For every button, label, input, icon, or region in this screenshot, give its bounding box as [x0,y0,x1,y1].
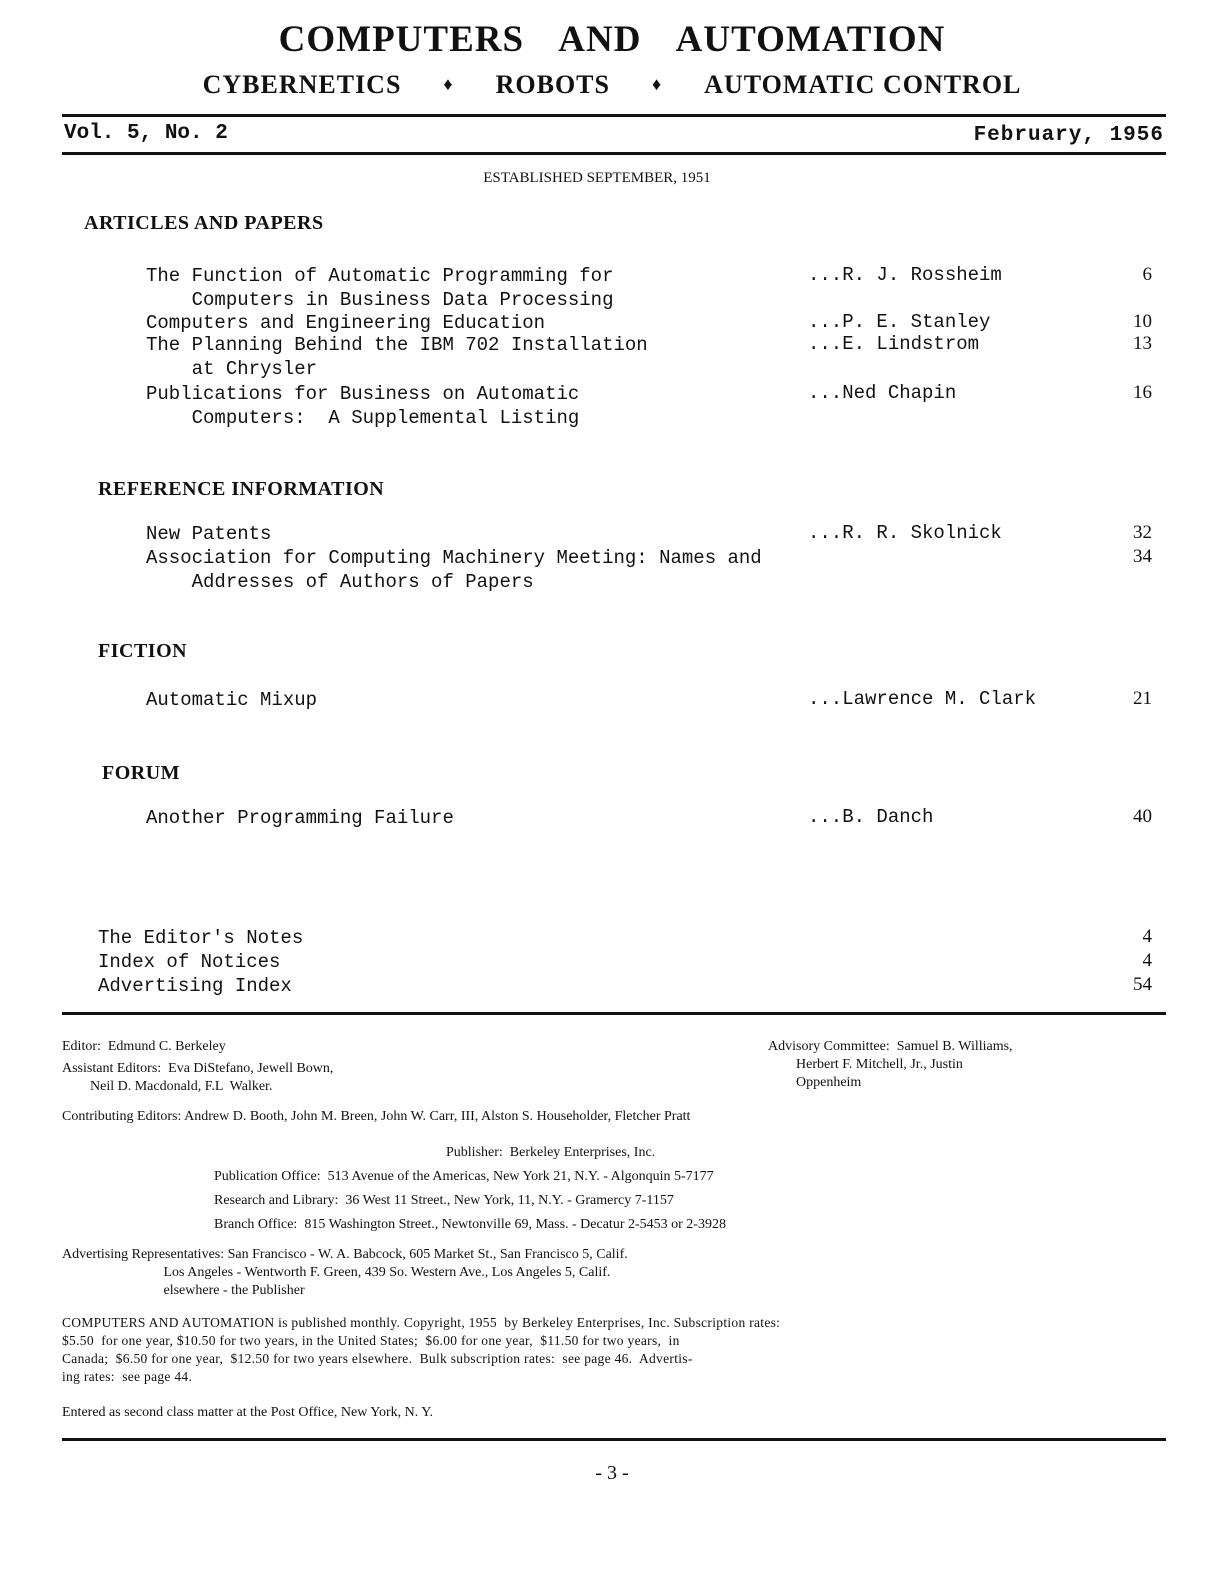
entered-notice: Entered as second class matter at the Post Office, New York, N. Y. [62,1405,434,1420]
toc-entry-title: The Function of Automatic Programming for Computers in Business Data Processing [146,265,614,311]
subtitle-item: CYBERNETICS [202,70,402,99]
toc-entry-title: Index of Notices [98,951,281,973]
subtitle-item: ROBOTS [495,70,610,99]
diamond-separator-icon: ♦ [443,74,454,94]
subtitle-item: AUTOMATIC CONTROL [704,70,1022,99]
section-title-articles: ARTICLES AND PAPERS [84,212,324,234]
section-title-reference: REFERENCE INFORMATION [98,478,385,500]
toc-entry-author: ...Ned Chapin [808,382,957,404]
toc-entry-author: ...P. E. Stanley [808,311,991,333]
toc-entry-page: 21 [1133,688,1152,709]
editor-credit: Editor: Edmund C. Berkeley [62,1039,226,1054]
established-line: ESTABLISHED SEPTEMBER, 1951 [483,170,711,186]
advisory-committee: Advisory Committee: Samuel B. Williams, Herbert F. Mitchell, Jr., Justin Oppenheim [768,1039,1013,1090]
toc-entry-page: 6 [1142,264,1152,285]
toc-entry-page: 32 [1133,522,1152,543]
toc-entry-page: 13 [1133,333,1152,354]
toc-entry-page: 10 [1133,311,1152,332]
masthead-rule [62,114,1166,117]
toc-entry-title: Association for Computing Machinery Meeting: Names and Addresses of Authors of Papers [146,547,762,593]
toc-entry-author: ...R. J. Rossheim [808,264,1002,286]
toc-entry-title: Computers and Engineering Education [146,312,546,334]
toc-entry-title: Another Programming Failure [146,807,454,829]
publisher-name: Publisher: Berkeley Enterprises, Inc. [446,1145,656,1160]
diamond-separator-icon: ♦ [651,74,663,94]
date-rule [62,152,1166,155]
branch-office: Branch Office: 815 Washington Street., Newtonville 69, Mass. - Decatur 2-5453 or 2-3928 [214,1217,726,1232]
toc-entry-page: 40 [1133,806,1152,827]
publication-office: Publication Office: 513 Avenue of the Americas, New York 21, N.Y. - Algonquin 5-7177 [214,1169,714,1184]
toc-entry-author: ...R. R. Skolnick [808,522,1002,544]
assistant-editors: Assistant Editors: Eva DiStefano, Jewell Bown, Neil D. Macdonald, F.L Walker. [62,1061,334,1094]
toc-entry-title: Publications for Business on Automatic Computers: A Supplemental Listing [146,383,580,429]
toc-entry-title: Advertising Index [98,975,292,997]
toc-entry-title: The Planning Behind the IBM 702 Installation at Chrysler [146,334,648,380]
research-library: Research and Library: 36 West 11 Street., New York, 11, N.Y. - Gramercy 7-1157 [214,1193,674,1208]
toc-entry-author: ...B. Danch [808,806,934,828]
toc-entry-page: 54 [1133,974,1152,995]
toc-entry-title: Automatic Mixup [146,689,318,711]
toc-entry-title: The Editor's Notes [98,927,304,949]
masthead-subtitle [0,70,1224,100]
toc-entry-page: 4 [1142,926,1152,947]
subscription-notice: COMPUTERS AND AUTOMATION is published monthly. Copyright, 1955 by Berkeley Enterprises, Inc. Subscription rates: $5.50 for one year, $10.50 for two years, in the United States; $6.00 for one year, $11.50 for two years, in Canada; $6.50 for one year, $12.50 for two years elsewhere. Bulk subscription rates: see page 46. Advertis- ing rates: see page 44. [62,1315,781,1384]
contributing-editors: Contributing Editors: Andrew D. Booth, John M. Breen, John W. Carr, III, Alston S. Householder, Fletcher Pratt [62,1109,691,1124]
toc-entry-author: ...E. Lindstrom [808,333,980,355]
page-number: - 3 - [595,1462,629,1484]
toc-entry-author: ...Lawrence M. Clark [808,688,1037,710]
footer-rule [62,1438,1166,1441]
advertising-representatives: Advertising Representatives: San Francisco - W. A. Babcock, 605 Market St., San Francisco 5, Calif. Los Angeles - Wentworth F. Green, 439 So. Western Ave., Los Angeles 5, Calif. elsewhere - the Publisher [62,1247,628,1298]
masthead-title: COMPUTERS AND AUTOMATION [278,19,946,60]
toc-bottom-rule [62,1012,1166,1015]
volume-number: Vol. 5, No. 2 [64,122,228,145]
issue-date: February, 1956 [973,124,1164,147]
toc-entry-page: 34 [1133,546,1152,567]
section-title-fiction: FICTION [98,640,188,662]
toc-entry-title: New Patents [146,523,272,545]
toc-entry-page: 16 [1133,382,1152,403]
toc-entry-page: 4 [1142,950,1152,971]
section-title-forum: FORUM [102,762,181,784]
